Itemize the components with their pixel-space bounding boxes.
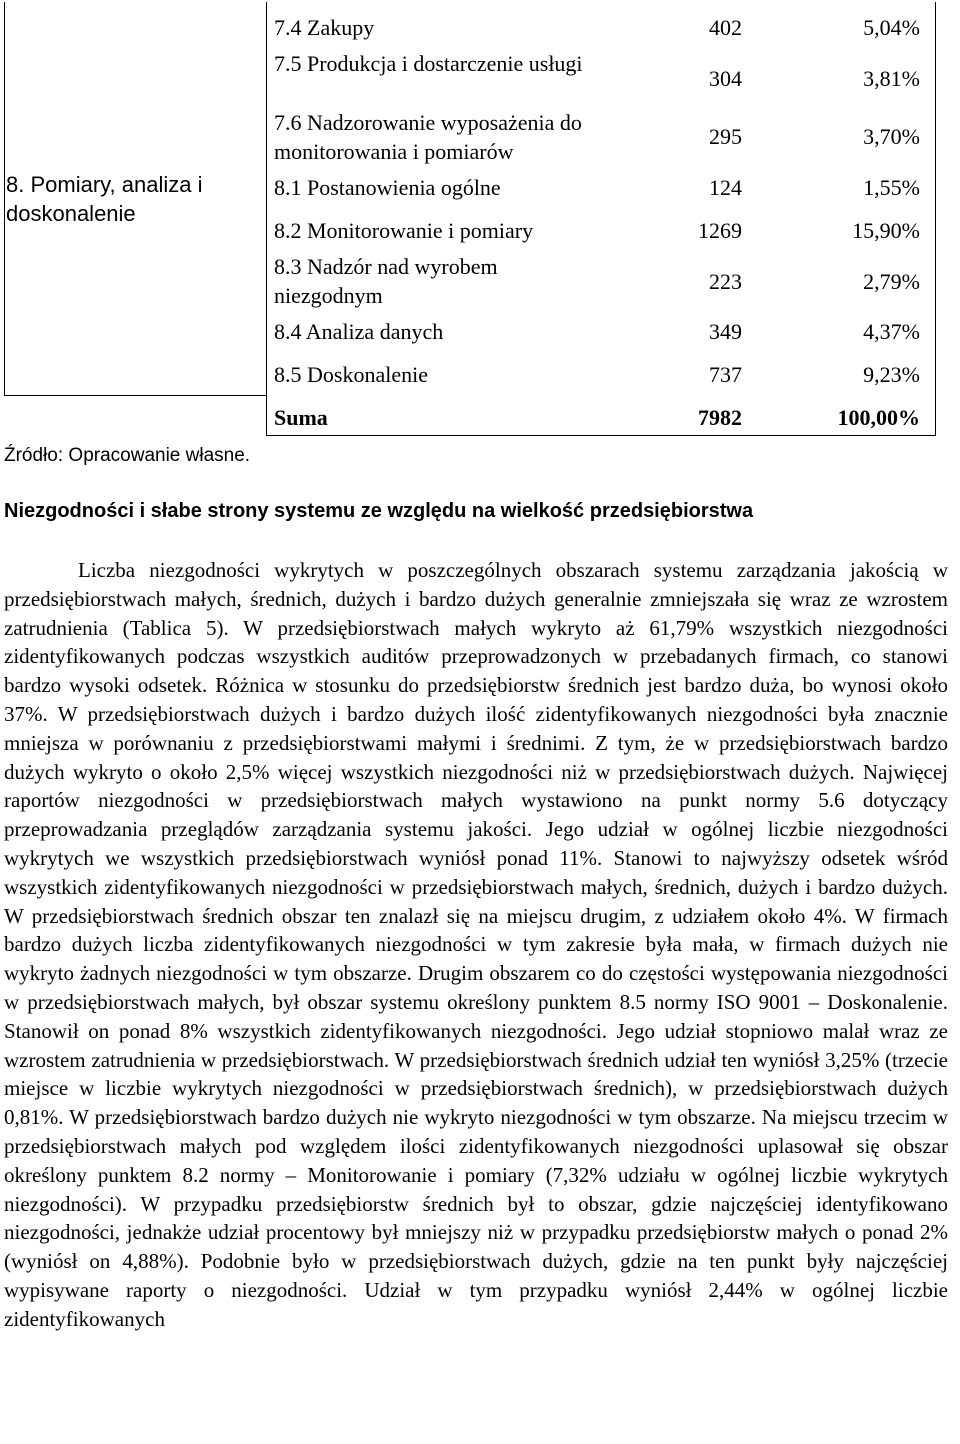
row-count: 349 [709,319,742,344]
total-label: Suma [274,405,328,430]
row-name: 7.4 Zakupy [274,15,375,40]
table-bottom [266,435,936,436]
row-count: 223 [709,269,742,294]
row-count: 304 [709,66,742,91]
row-percent: 1,55% [863,175,920,200]
row-percent: 2,79% [863,269,920,294]
row-count: 737 [709,362,742,387]
table-category-bottom [4,395,267,396]
row-percent: 15,90% [852,218,920,243]
row-count: 1269 [698,218,742,243]
row-name: 8.5 Doskonalenie [274,362,428,387]
row-percent: 5,04% [863,15,920,40]
row-name: 8.4 Analiza danych [274,319,444,344]
row-percent: 9,23% [863,362,920,387]
row-name: 8.2 Monitorowanie i pomiary [274,218,534,243]
row-percent: 4,37% [863,319,920,344]
table-border-mid [266,2,267,436]
table-border-left [4,2,5,396]
row-percent: 3,81% [863,66,920,91]
section-heading: Niezgodności i słabe strony systemu ze względu na wielkość przedsiębiorstwa [4,500,754,522]
table-category-label: 8. Pomiary, analiza i doskonalenie [6,172,203,226]
row-name: 8.3 Nadzór nad wyrobem niezgodnym [274,254,498,308]
body-paragraph: Liczba niezgodności wykrytych w poszczególnych obszarach systemu zarządzania jakością w przedsiębiorstwach małych, średnich, dużych i bardzo dużych generalnie zmniejszała się wraz ze wzrostem zatrudnienia (Tablica 5). W przedsiębiorstwach małych wykryto aż 61,79% wszystkich niezgodności zidentyfikowanych podczas wszystkich auditów przeprowadzonych w przebadanych firmach, co stanowi bardzo wysoki odsetek. Różnica w stosunku do przedsiębiorstw średnich jest bardzo duża, bo wynosi około 37%. W przedsiębiorstwach dużych i bardzo dużych ilość zidentyfikowanych niezgodności była znacznie mniejsza w porównaniu z przedsiębiorstwami małymi i średnimi. Z tym, że w przedsiębiorstwach bardzo dużych wykryto o około 2,5% więcej wszystkich niezgodności niż w przedsiębiorstwach dużych. Najwięcej raportów niezgodności w przedsiębiorstwach małych wystawiono na punkt normy 5.6 dotyczący przeprowadzania przeglądów zarządzania systemu jakości. Jego udział w ogólnej liczbie niezgodności wykrytych we wszystkich przedsiębiorstwach wyniósł ponad 11%. Stanowi to najwyższy odsetek wśród wszystkich zidentyfikowanych niezgodności w przedsiębiorstwach małych, średnich, dużych i bardzo dużych. W przedsiębiorstwach średnich obszar ten znalazł się na miejscu drugim, z udziałem około 4%. W firmach bardzo dużych liczba zidentyfikowanych niezgodności w tym zakresie była mała, w firmach dużych nie wykryto żadnych niezgodności w tym obszarze. Drugim obszarem co do częstości występowania niezgodności w przedsiębiorstwach małych, był obszar systemu określony punktem 8.5 normy ISO 9001 – Doskonalenie. Stanowił on ponad 8% wszystkich zidentyfikowanych niezgodności. Jego udział stopniowo malał wraz ze wzrostem zatrudnienia w przedsiębiorstwach. W przedsiębiorstwach średnich udział ten wyniósł 3,25% (trzecie miejsce w liczbie wykrytych niezgodności w przedsiębiorstwach średnich), w przedsiębiorstwach dużych 0,81%. W przedsiębiorstwach bardzo dużych nie wykryto niezgodności w tym obszarze. Na miejscu trzecim w przedsiębiorstwach małych pod względem ilości zidentyfikowanych niezgodności uplasował się obszar określony punktem 8.2 normy – Monitorowanie i pomiary (7,32% udziału w ogólnej liczbie wykrytych niezgodności). W przypadku przedsiębiorstw średnich był to obszar, gdzie najczęściej identyfikowano niezgodności, jednakże udział procentowy był mniejszy niż w przypadku przedsiębiorstw małych o ponad 2% (wyniósł on 4,88%). Podobnie było w przedsiębiorstwach dużych, gdzie na ten punkt były najczęściej wypisywane raporty o niezgodności. Udział w tym przypadku wyniósł 2,44% w ogólnej liczbie zidentyfikowanych [4,558,948,1331]
row-name: 8.1 Postanowienia ogólne [274,175,501,200]
total-percent: 100,00% [837,405,920,430]
row-percent: 3,70% [863,124,920,149]
row-name: 7.5 Produkcja i dostarczenie usługi [274,51,583,76]
row-name: 7.6 Nadzorowanie wyposażenia do monitorowania i pomiarów [274,110,582,164]
row-count: 295 [709,124,742,149]
row-count: 402 [709,15,742,40]
table-source-note: Źródło: Opracowanie własne. [4,445,251,466]
total-count: 7982 [698,405,742,430]
row-count: 124 [709,175,742,200]
table-border-right [935,2,936,436]
